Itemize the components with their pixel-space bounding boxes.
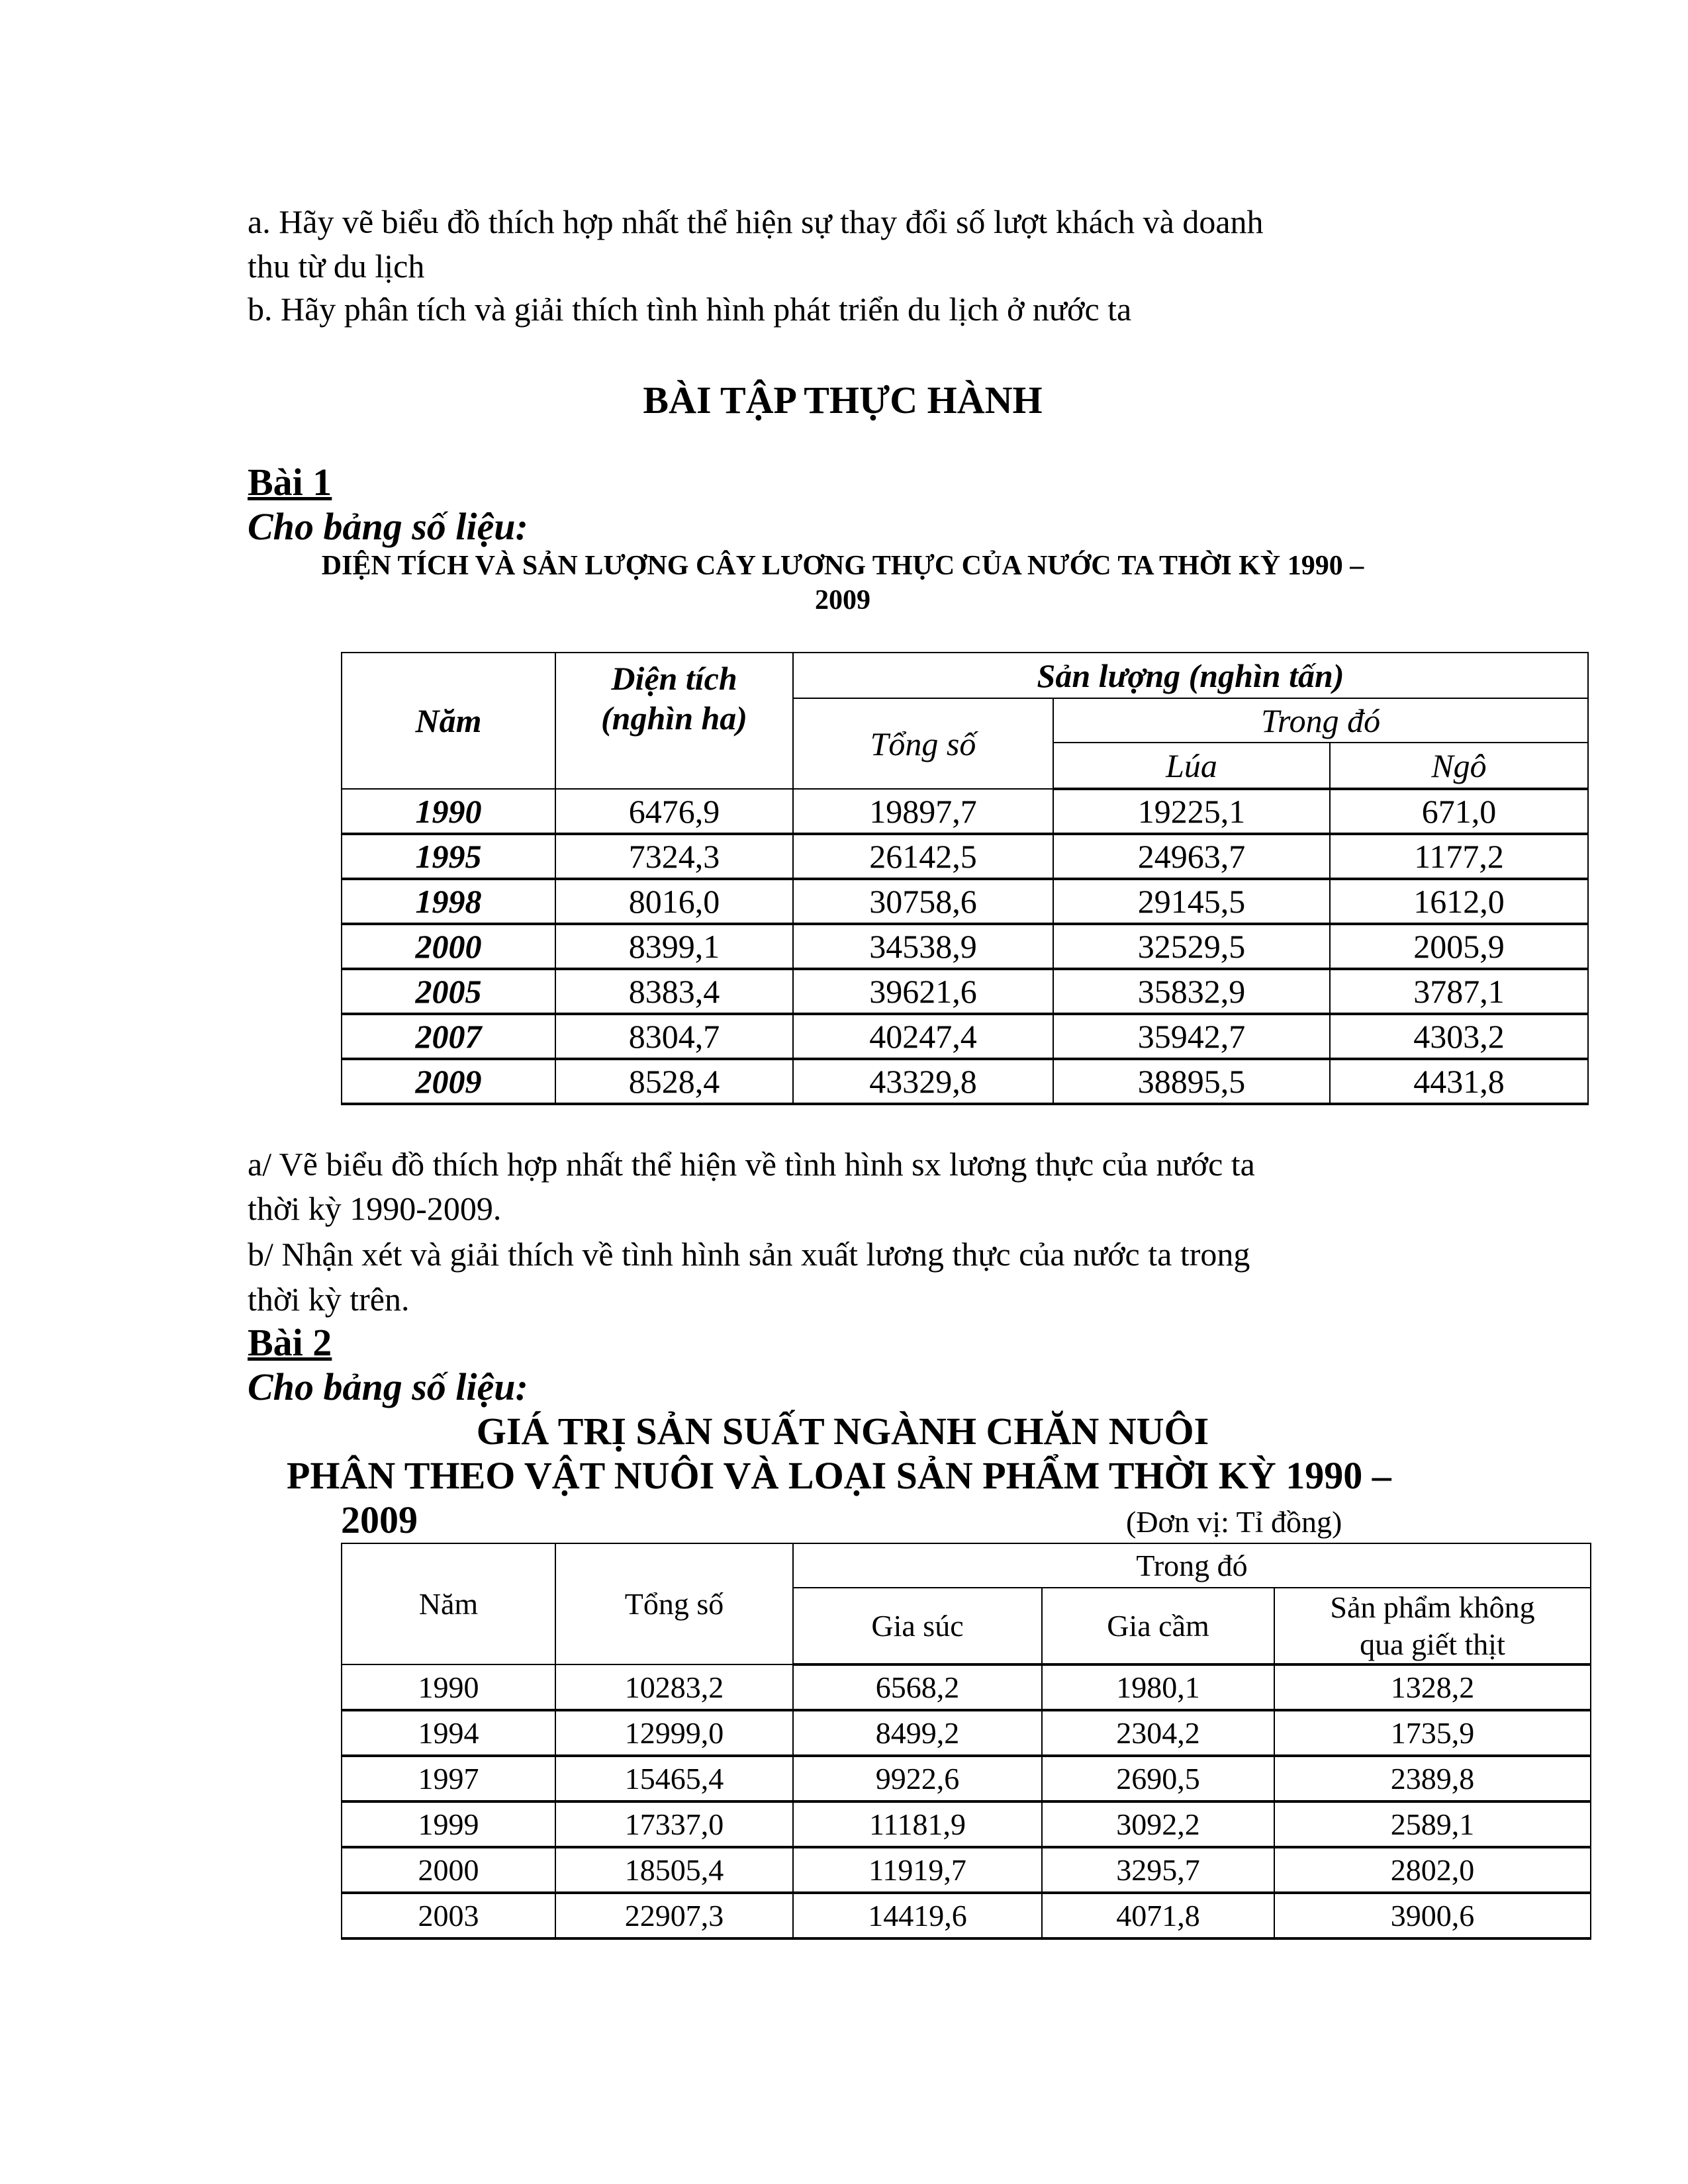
bai2-subheading: Cho bảng số liệu: [248,1365,528,1408]
value-cell: 34538,9 [793,924,1053,969]
intro-question-a-line2: thu từ du lịch [248,248,425,285]
table-row [342,1756,1591,1801]
bai1-subheading: Cho bảng số liệu: [248,505,528,548]
value-cell: 4071,8 [1042,1893,1274,1938]
header-poultry: Gia cầm [1042,1588,1274,1664]
value-cell: 12999,0 [555,1710,793,1756]
value-cell: 19225,1 [1053,789,1330,834]
year-cell: 1994 [342,1710,555,1756]
value-cell: 35942,7 [1053,1014,1330,1059]
table-row [342,1059,1588,1104]
value-cell: 2690,5 [1042,1756,1274,1801]
value-cell: 7324,3 [555,834,793,879]
livestock-table [341,1543,1591,1940]
value-cell: 35832,9 [1053,969,1330,1014]
header-year: Năm [342,1543,555,1664]
value-cell: 1328,2 [1274,1664,1591,1710]
value-cell: 32529,5 [1053,924,1330,969]
bai1-table-title-line1: DIỆN TÍCH VÀ SẢN LƯỢNG CÂY LƯƠNG THỰC CỦA NƯỚC TA THỜI KỲ 1990 – [321,551,1364,581]
year-cell: 2005 [342,969,555,1014]
table-row [342,834,1588,879]
bai2-heading: Bài 2 [248,1321,332,1364]
value-cell: 39621,6 [793,969,1053,1014]
header-of-which: Trong đó [1053,698,1588,743]
bai1-question-a-line1: a/ Vẽ biểu đồ thích hợp nhất thể hiện về tình hình sx lương thực của nước ta [248,1146,1255,1183]
section-title: BÀI TẬP THỰC HÀNH [643,379,1043,422]
value-cell: 4303,2 [1330,1014,1588,1059]
header-area: Diện tích (nghìn ha) [555,653,793,789]
value-cell: 40247,4 [793,1014,1053,1059]
value-cell: 18505,4 [555,1847,793,1893]
value-cell: 6568,2 [793,1664,1042,1710]
header-rice: Lúa [1053,743,1330,789]
year-cell: 1998 [342,879,555,924]
table-row [342,924,1588,969]
value-cell: 38895,5 [1053,1059,1330,1104]
value-cell: 3092,2 [1042,1801,1274,1847]
value-cell: 30758,6 [793,879,1053,924]
value-cell: 2802,0 [1274,1847,1591,1893]
value-cell: 2005,9 [1330,924,1588,969]
value-cell: 11181,9 [793,1801,1042,1847]
header-year: Năm [342,653,555,789]
year-cell: 2007 [342,1014,555,1059]
value-cell: 1735,9 [1274,1710,1591,1756]
value-cell: 2589,1 [1274,1801,1591,1847]
value-cell: 29145,5 [1053,879,1330,924]
year-cell: 1999 [342,1801,555,1847]
year-cell: 2003 [342,1893,555,1938]
bai1-question-b-line2: thời kỳ trên. [248,1281,410,1318]
value-cell: 3787,1 [1330,969,1588,1014]
table-row [342,1710,1591,1756]
header-non-slaughter: Sản phẩm không qua giết thịt [1274,1588,1591,1664]
value-cell: 8399,1 [555,924,793,969]
header-total: Tổng số [793,698,1053,789]
value-cell: 4431,8 [1330,1059,1588,1104]
value-cell: 19897,7 [793,789,1053,834]
value-cell: 10283,2 [555,1664,793,1710]
food-crop-table [341,652,1589,1105]
value-cell: 8383,4 [555,969,793,1014]
value-cell: 11919,7 [793,1847,1042,1893]
value-cell: 17337,0 [555,1801,793,1847]
header-corn: Ngô [1330,743,1588,789]
bai2-unit: (Đơn vị: Tỉ đồng) [1126,1505,1342,1539]
value-cell: 2304,2 [1042,1710,1274,1756]
header-output: Sản lượng (nghìn tấn) [793,653,1588,698]
year-cell: 1990 [342,1664,555,1710]
value-cell: 1980,1 [1042,1664,1274,1710]
value-cell: 1612,0 [1330,879,1588,924]
value-cell: 24963,7 [1053,834,1330,879]
table-row [342,1801,1591,1847]
value-cell: 8304,7 [555,1014,793,1059]
header-cattle: Gia súc [793,1588,1042,1664]
year-cell: 2000 [342,924,555,969]
year-cell: 1995 [342,834,555,879]
value-cell: 8499,2 [793,1710,1042,1756]
value-cell: 26142,5 [793,834,1053,879]
value-cell: 15465,4 [555,1756,793,1801]
value-cell: 3295,7 [1042,1847,1274,1893]
header-of-which: Trong đó [793,1543,1591,1588]
intro-question-b: b. Hãy phân tích và giải thích tình hình phát triển du lịch ở nước ta [248,291,1132,328]
bai1-table-title-line2: 2009 [815,585,870,615]
value-cell: 14419,6 [793,1893,1042,1938]
table-row [342,1893,1591,1938]
table-row [342,1847,1591,1893]
table-row [342,969,1588,1014]
table-row [342,789,1588,834]
year-cell: 1990 [342,789,555,834]
year-cell: 1997 [342,1756,555,1801]
value-cell: 3900,6 [1274,1893,1591,1938]
bai1-question-b-line1: b/ Nhận xét và giải thích về tình hình sản xuất lương thực của nước ta trong [248,1236,1250,1273]
bai2-title-line1: GIÁ TRỊ SẢN SUẤT NGÀNH CHĂN NUÔI [476,1410,1209,1453]
bai2-title-line2: PHÂN THEO VẬT NUÔI VÀ LOẠI SẢN PHẨM THỜI KỲ 1990 – [287,1454,1391,1497]
value-cell: 2389,8 [1274,1756,1591,1801]
bai1-question-a-line2: thời kỳ 1990-2009. [248,1190,502,1227]
table-row [342,1014,1588,1059]
value-cell: 9922,6 [793,1756,1042,1801]
value-cell: 43329,8 [793,1059,1053,1104]
value-cell: 1177,2 [1330,834,1588,879]
table-row [342,1664,1591,1710]
intro-question-a-line1: a. Hãy vẽ biểu đồ thích hợp nhất thể hiện sự thay đổi số lượt khách và doanh [248,203,1264,240]
header-total: Tổng số [555,1543,793,1664]
value-cell: 8016,0 [555,879,793,924]
bai1-heading: Bài 1 [248,461,332,504]
year-cell: 2000 [342,1847,555,1893]
table-row [342,879,1588,924]
bai2-title-line3: 2009 [341,1498,418,1541]
value-cell: 6476,9 [555,789,793,834]
value-cell: 8528,4 [555,1059,793,1104]
value-cell: 22907,3 [555,1893,793,1938]
year-cell: 2009 [342,1059,555,1104]
value-cell: 671,0 [1330,789,1588,834]
